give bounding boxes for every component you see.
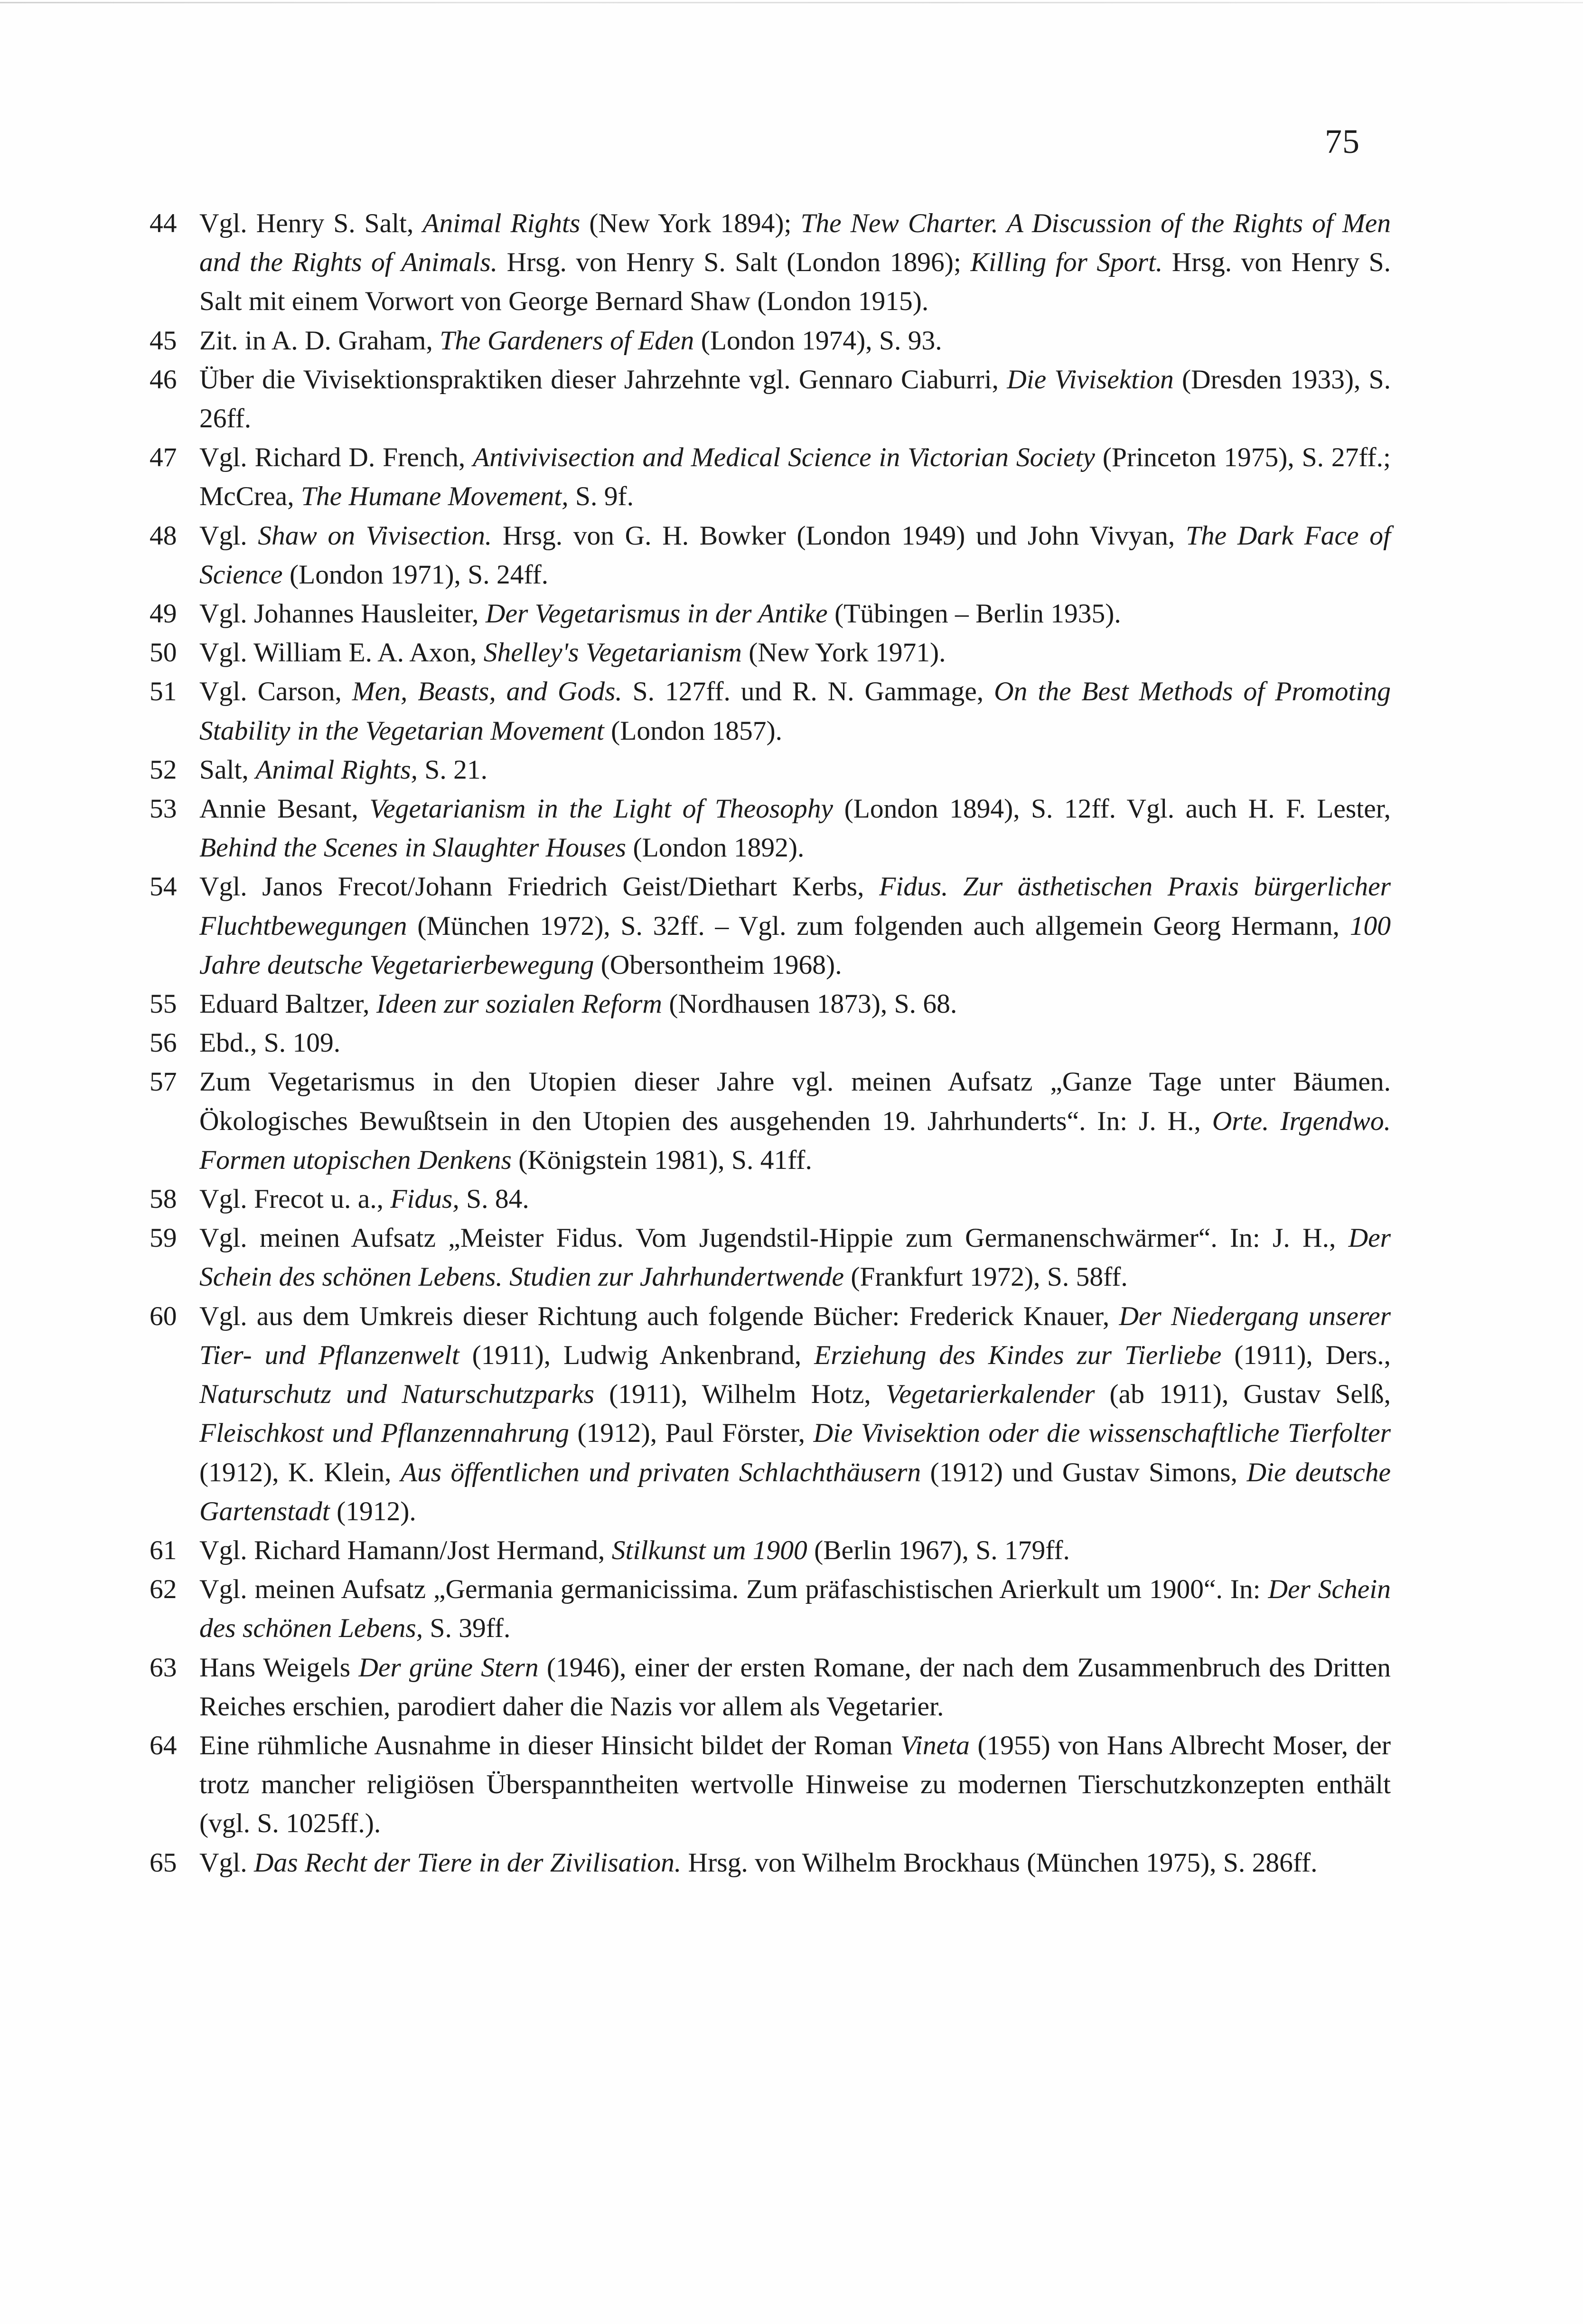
endnote-text — [199, 442, 1391, 511]
endnote-47 — [150, 438, 1391, 516]
endnote-title-italic: The Humane Movement, — [300, 481, 569, 512]
endnote-59 — [150, 1219, 1391, 1297]
endnote-text-segment: S. 21. — [418, 754, 487, 785]
endnote-title-italic: Men, Beasts, and Gods. — [352, 677, 622, 707]
endnote-title-italic: Behind the Scenes in Slaughter Houses — [199, 833, 627, 863]
endnote-60 — [150, 1297, 1391, 1531]
endnote-number: 55 — [150, 989, 177, 1019]
endnote-text — [199, 1731, 1391, 1838]
endnote-65 — [150, 1844, 1391, 1882]
endnote-title-italic: Vegetarianism in the Light of Theosophy — [369, 794, 834, 824]
endnote-text-segment: (Berlin 1967), S. 179ff. — [807, 1535, 1070, 1565]
endnote-title-italic: The New Charter. A Discussion of the Rights of Men and the Rights of Animals. — [199, 208, 1391, 278]
endnote-46 — [150, 360, 1391, 438]
endnote-text-segment: S. 39ff. — [423, 1613, 511, 1644]
endnote-number: 44 — [150, 208, 177, 238]
endnote-text — [199, 326, 942, 356]
endnote-text-segment: S. 84. — [459, 1184, 529, 1214]
endnote-text-segment: Vgl. Richard D. French, — [199, 442, 473, 473]
endnote-text — [199, 1028, 340, 1058]
endnote-title-italic: The Gardeners of Eden — [440, 325, 694, 356]
endnote-text-segment: (1911), Wilhelm Hotz, — [594, 1379, 886, 1410]
endnote-title-italic: On the Best Methods of Promoting Stability in the Vegetarian Movement — [199, 677, 1391, 746]
endnote-56 — [150, 1024, 1391, 1063]
endnote-text-segment: (London 1892). — [626, 833, 805, 863]
endnote-title-italic: Das Recht der Tiere in der Zivilisation. — [254, 1847, 682, 1878]
endnote-text-segment: (London 1971), S. 24ff. — [282, 559, 549, 590]
endnote-number: 46 — [150, 364, 177, 395]
endnote-text-segment: Vgl. Henry S. Salt, — [199, 208, 423, 238]
endnote-text-segment: (1912) und Gustav Simons, — [921, 1457, 1247, 1487]
endnote-text-segment: (Königstein 1981), S. 41ff. — [511, 1145, 812, 1175]
endnote-number: 50 — [150, 638, 177, 668]
endnote-title-italic: The Dark Face of Science — [199, 520, 1391, 590]
endnote-text — [199, 1184, 529, 1214]
endnote-text-segment: Vgl. William E. A. Axon, — [199, 638, 484, 668]
endnote-number: 56 — [150, 1028, 177, 1058]
endnote-text-segment: Vgl. — [199, 520, 258, 551]
endnote-text-segment: Vgl. Richard Hamann/Jost Hermand, — [199, 1535, 612, 1565]
endnote-number: 57 — [150, 1067, 177, 1097]
endnote-number: 51 — [150, 677, 177, 707]
endnote-number: 52 — [150, 754, 177, 785]
endnote-title-italic: Shelley's Vegetarianism — [483, 638, 742, 668]
endnote-54 — [150, 867, 1391, 985]
endnote-text-segment: (New York 1894); — [580, 208, 801, 238]
endnote-title-italic: Der Niedergang unserer Tier- und Pflanzenwelt — [199, 1301, 1391, 1370]
endnote-number: 61 — [150, 1535, 177, 1565]
endnote-text-segment: Salt, — [199, 754, 256, 785]
endnote-text-segment: (1955) von Hans Albrecht Moser, der trotz mancher religiösen Überspanntheiten wertvolle Hinweise zu modernen Tierschutzkonzepten enthält (vgl. S. 1025ff.). — [199, 1730, 1391, 1839]
endnote-text-segment: (London 1894), S. 12ff. Vgl. auch H. F. Lester, — [833, 794, 1391, 824]
endnote-number: 60 — [150, 1301, 177, 1331]
endnote-text-segment: (Princeton 1975), S. 27ff.; McCrea, — [199, 442, 1391, 512]
endnote-text — [199, 521, 1391, 590]
endnote-text — [199, 1574, 1391, 1643]
endnote-text-segment: (New York 1971). — [741, 638, 946, 668]
endnote-55 — [150, 985, 1391, 1024]
endnote-text — [199, 1067, 1391, 1175]
endnote-number: 45 — [150, 325, 177, 356]
endnote-text — [199, 599, 1121, 629]
endnote-text-segment: Ebd., S. 109. — [199, 1028, 341, 1058]
endnote-57 — [150, 1063, 1391, 1180]
endnotes-list — [150, 204, 1391, 1882]
endnote-text-segment: Vgl. aus dem Umkreis dieser Richtung auch folgende Bücher: Frederick Knauer, — [199, 1301, 1119, 1331]
endnote-title-italic: Der Schein des schönen Lebens, — [199, 1574, 1391, 1644]
endnote-text-segment: (London 1974), S. 93. — [694, 325, 942, 356]
endnote-text-segment: Vgl. Janos Frecot/Johann Friedrich Geist/Diethart Kerbs, — [199, 872, 880, 902]
endnote-text-segment: Vgl. Frecot u. a., — [199, 1184, 391, 1214]
endnote-44 — [150, 204, 1391, 321]
endnote-title-italic: Fidus, — [390, 1184, 459, 1214]
endnote-text — [199, 208, 1391, 316]
endnote-title-italic: Ideen zur sozialen Reform — [376, 989, 662, 1019]
endnote-title-italic: Die Vivisektion oder die wissenschaftliche Tierfolter — [813, 1418, 1391, 1449]
endnote-text-segment: Eduard Baltzer, — [199, 989, 376, 1019]
endnote-text — [199, 1848, 1318, 1878]
scan-edge-line — [0, 2, 1583, 3]
endnote-title-italic: Orte. Irgendwo. Formen utopischen Denkens — [199, 1106, 1391, 1175]
endnote-text-segment: Vgl. Johannes Hausleiter, — [199, 599, 486, 629]
endnote-number: 58 — [150, 1184, 177, 1214]
endnote-text-segment: (München 1972), S. 32ff. – Vgl. zum folgenden auch allgemein Georg Hermann, — [407, 911, 1350, 941]
endnote-text-segment: (1946), einer der ersten Romane, der nach dem Zusammenbruch des Dritten Reiches erschien, parodiert daher die Nazis vor allem als Vegetarier. — [199, 1652, 1391, 1722]
endnote-58 — [150, 1180, 1391, 1219]
endnote-number: 62 — [150, 1574, 177, 1605]
endnote-48 — [150, 517, 1391, 594]
endnote-title-italic: Die Vivisektion — [1007, 364, 1174, 395]
endnote-text-segment: (Tübingen – Berlin 1935). — [827, 599, 1121, 629]
endnote-text — [199, 677, 1391, 745]
endnote-title-italic: 100 Jahre deutsche Vegetarierbewegung — [199, 911, 1391, 980]
endnote-text — [199, 872, 1391, 979]
endnote-text-segment: Vgl. meinen Aufsatz „Meister Fidus. Vom Jugendstil-Hippie zum Germanenschwärmer“. In: J. H., — [199, 1223, 1349, 1253]
endnote-title-italic: Aus öffentlichen und privaten Schlachthäusern — [400, 1457, 921, 1487]
endnote-number: 47 — [150, 442, 177, 473]
endnote-text-segment: Vgl. Carson, — [199, 677, 352, 707]
endnote-text-segment: Vgl. — [199, 1847, 254, 1878]
endnote-49 — [150, 594, 1391, 633]
endnote-50 — [150, 633, 1391, 672]
endnote-text-segment: Hrsg. von G. H. Bowker (London 1949) und John Vivyan, — [492, 520, 1186, 551]
endnote-number: 63 — [150, 1652, 177, 1683]
endnote-text-segment: Zum Vegetarismus in den Utopien dieser Jahre vgl. meinen Aufsatz „Ganze Tage unter Bäumen. Ökologisches Bewußtsein in den Utopien des ausgehenden 19. Jahrhunderts“. In: J. H., — [199, 1067, 1391, 1136]
endnote-text-segment: Hrsg. von Wilhelm Brockhaus (München 1975), S. 286ff. — [681, 1847, 1318, 1878]
endnote-text-segment: (1912), Paul Förster, — [569, 1418, 814, 1449]
endnote-text-segment: (1911), Ludwig Ankenbrand, — [459, 1340, 815, 1370]
endnote-text — [199, 989, 957, 1019]
endnote-text — [199, 638, 946, 668]
endnote-title-italic: Der Schein des schönen Lebens. Studien zur Jahrhundertwende — [199, 1223, 1391, 1292]
endnote-number: 49 — [150, 599, 177, 629]
endnote-text — [199, 1653, 1391, 1722]
endnote-title-italic: Antivivisection and Medical Science in Victorian Society — [473, 442, 1095, 473]
endnote-number: 64 — [150, 1730, 177, 1760]
endnote-title-italic: Vegetarierkalender — [885, 1379, 1095, 1410]
endnote-text-segment: Hrsg. von Henry S. Salt mit einem Vorwort von George Bernard Shaw (London 1915). — [199, 247, 1391, 317]
endnote-text-segment: S. 9f. — [568, 481, 634, 512]
endnote-text-segment: S. 127ff. und R. N. Gammage, — [622, 677, 994, 707]
endnote-text — [199, 794, 1391, 863]
endnote-text-segment: (1912). — [329, 1496, 416, 1526]
endnote-title-italic: Der grüne Stern — [358, 1652, 539, 1683]
endnote-text-segment: (1911), Ders., — [1221, 1340, 1391, 1370]
endnote-45 — [150, 321, 1391, 360]
endnote-title-italic: Naturschutz und Naturschutzparks — [199, 1379, 595, 1410]
endnote-text — [199, 755, 487, 785]
endnote-text-segment: Über die Vivisektionspraktiken dieser Jahrzehnte vgl. Gennaro Ciaburri, — [199, 364, 1007, 395]
endnote-number: 53 — [150, 794, 177, 824]
endnote-text — [199, 1535, 1070, 1565]
endnote-title-italic: Animal Rights, — [255, 754, 418, 785]
endnote-text-segment: (Obersontheim 1968). — [594, 950, 842, 980]
endnote-text-segment: (Dresden 1933), S. 26ff. — [199, 364, 1391, 434]
endnote-title-italic: Animal Rights — [422, 208, 581, 238]
endnote-title-italic: Killing for Sport. — [970, 247, 1163, 278]
endnote-52 — [150, 751, 1391, 790]
endnote-title-italic: Shaw on Vivisection. — [258, 520, 492, 551]
endnote-text — [199, 1301, 1391, 1526]
endnote-text-segment: Hrsg. von Henry S. Salt (London 1896); — [497, 247, 971, 278]
endnote-text — [199, 365, 1391, 433]
endnote-text-segment: (Nordhausen 1873), S. 68. — [662, 989, 957, 1019]
endnote-title-italic: Vineta — [900, 1730, 970, 1760]
endnote-text-segment: Annie Besant, — [199, 794, 370, 824]
endnote-number: 54 — [150, 872, 177, 902]
endnote-number: 65 — [150, 1847, 177, 1878]
endnote-title-italic: Fidus. Zur ästhetischen Praxis bürgerlicher Fluchtbewegungen — [199, 872, 1391, 941]
endnote-text-segment: (Frankfurt 1972), S. 58ff. — [843, 1262, 1128, 1292]
endnote-title-italic: Die deutsche Gartenstadt — [199, 1457, 1391, 1526]
endnote-53 — [150, 790, 1391, 867]
endnote-title-italic: Erziehung des Kindes zur Tierliebe — [814, 1340, 1222, 1370]
endnote-text-segment: Eine rühmliche Ausnahme in dieser Hinsicht bildet der Roman — [199, 1730, 901, 1760]
endnote-number: 48 — [150, 520, 177, 551]
endnote-64 — [150, 1726, 1391, 1844]
endnote-text-segment: Zit. in A. D. Graham, — [199, 325, 440, 356]
endnote-51 — [150, 672, 1391, 750]
endnote-text-segment: Hans Weigels — [199, 1652, 359, 1683]
endnote-text-segment: (1912), K. Klein, — [199, 1457, 401, 1487]
endnote-title-italic: Stilkunst um 1900 — [611, 1535, 807, 1565]
endnote-61 — [150, 1531, 1391, 1570]
endnote-text-segment: (London 1857). — [604, 715, 782, 746]
endnote-title-italic: Fleischkost und Pflanzennahrung — [199, 1418, 570, 1449]
endnote-63 — [150, 1648, 1391, 1726]
endnote-title-italic: Der Vegetarismus in der Antike — [485, 599, 828, 629]
endnote-text-segment: Vgl. meinen Aufsatz „Germania germanicissima. Zum präfaschistischen Arierkult um 1900“. In: — [199, 1574, 1268, 1605]
page-number: 75 — [1325, 122, 1360, 160]
endnote-text — [199, 1223, 1391, 1292]
endnote-62 — [150, 1570, 1391, 1648]
endnote-text-segment: (ab 1911), Gustav Selß, — [1095, 1379, 1391, 1410]
endnote-number: 59 — [150, 1223, 177, 1253]
